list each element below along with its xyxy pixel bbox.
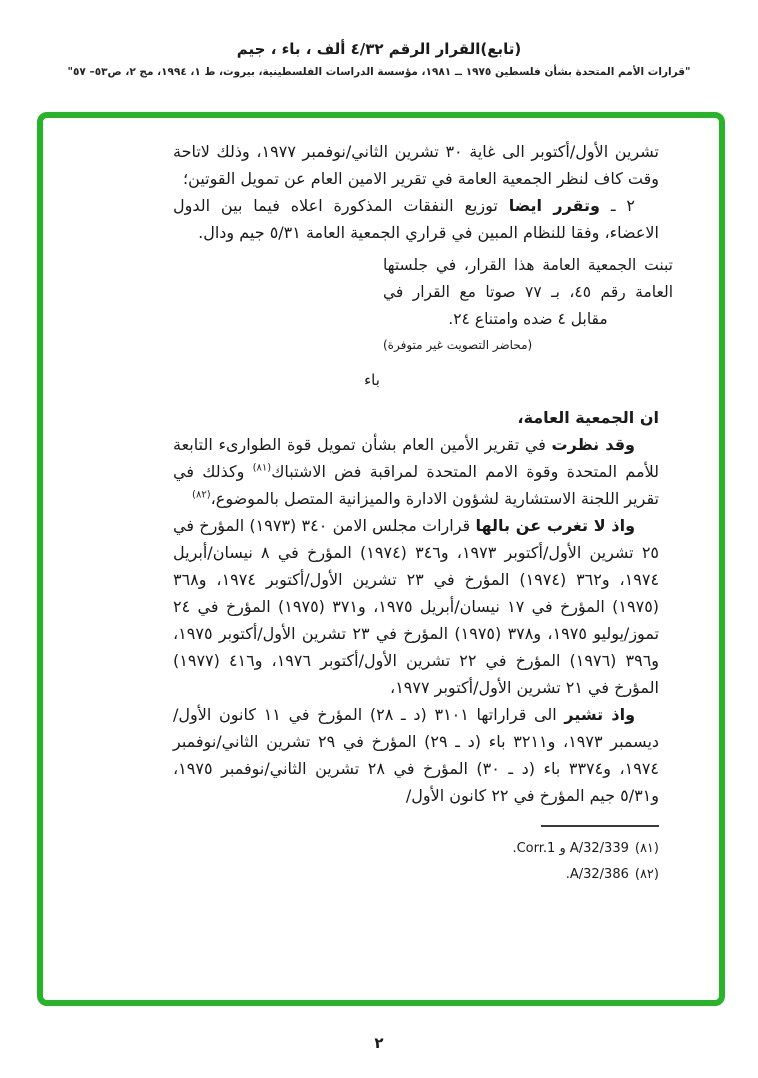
footnote-separator-rule [541, 825, 659, 827]
adoption-note-text: تبنت الجمعية العامة هذا القرار، في جلستها العامة رقم ٤٥، بـ ٧٧ صوتا مع القرار في مقابل ٤ ضده وامتناع ٢٤. [383, 256, 673, 328]
preamble-opening: ان الجمعية العامة، [517, 408, 659, 427]
considered-lead: وقد نظرت [551, 435, 635, 454]
considered-body-2: وكذلك في تقرير اللجنة الاستشارية لشؤون الادارة والميزانية المتصل بالموضوع، [173, 462, 659, 508]
page-header [0, 40, 758, 78]
footnote-82-marker: (٨٢) [634, 867, 659, 882]
footnote-81-text: ‪A/32/339‬ و ‪Corr.1‬. [512, 841, 629, 856]
footnote-81 [173, 836, 659, 862]
recalling-lead: واذ تشير [564, 705, 636, 724]
mindful-body: قرارات مجلس الامن ٣٤٠ (١٩٧٣) المؤرخ في ٢٥ تشرين الأول/أكتوبر ١٩٧٣، و٣٤٦ (١٩٧٤) المؤرخ في ٨ نيسان/أبريل ١٩٧٤، و٣٦٢ (١٩٧٤) المؤرخ في ٢٣ تشرين الأول/أكتوبر ١٩٧٤، و٣٦٨ (١٩٧٥) المؤرخ في ١٧ نيسان/أبريل ١٩٧٥، و٣٧١ (١٩٧٥) المؤرخ في ٢٤ تموز/يوليو ١٩٧٥، و٣٧٨ (١٩٧٥) المؤرخ في ٢٣ تشرين الأول/أكتوبر ١٩٧٥، و٣٩٦ (١٩٧٦) المؤرخ في ٢٢ تشرين الأول/أكتوبر ١٩٧٦، و٤١٦ (١٩٧٧) المؤرخ في ٢١ تشرين الأول/أكتوبر ١٩٧٧، [173, 516, 660, 697]
footnote-ref-82: (٨٢) [192, 489, 211, 501]
paragraph-number: ٢ ـ [600, 196, 636, 215]
operative-paragraph-2 [173, 192, 659, 246]
preamble-paragraph-mindful [173, 512, 659, 701]
paragraph-2-body: توزيع النفقات المذكورة اعلاه فيما بين الدول الاعضاء، وفقا للنظام المبين في قراري الجمعية العامة ٥/٣١ جيم ودال. [173, 196, 659, 242]
preamble-paragraph-recalling [173, 701, 659, 809]
highlight-frame [37, 112, 725, 1006]
preamble-paragraph-considered [173, 431, 659, 512]
voting-records-note: (محاضر التصويت غير متوفرة) [383, 338, 533, 352]
resolution-title: (تابع)القرار الرقم ٤/٣٢ ألف ، باء ، جيم [236, 40, 522, 58]
footnote-82-text: ‪A/32/386‬. [565, 867, 629, 882]
section-heading-baa: باء [364, 371, 380, 389]
paragraph-2-lead: وتقرر ايضا [508, 196, 600, 215]
continuation-paragraph: تشرين الأول/أكتوبر الى غاية ٣٠ تشرين الثاني/نوفمبر ١٩٧٧، وذلك لاتاحة وقت كاف لنظر الجمعية العامة في تقرير الامين العام عن تمويل القوتين؛ [173, 142, 659, 188]
resolution-text-column [173, 138, 673, 888]
footnote-82 [173, 862, 659, 888]
source-citation: "قرارات الأمم المتحدة بشأن فلسطين ١٩٧٥ ــ ١٩٨١، مؤسسة الدراسات الفلسطينية، بيروت، ط ١، ١٩٩٤، مج ٢، ص٥٣– ٥٧" [67, 66, 691, 78]
page-number: ٢ [374, 1034, 384, 1052]
footnote-ref-81: (٨١) [252, 462, 272, 474]
footnotes-section [173, 825, 659, 888]
considered-body-1: في تقرير الأمين العام بشأن تمويل قوة الطوارىء التابعة للأمم المتحدة وقوة الامم المتحدة لمراقبة فض الاشتباك [173, 435, 659, 481]
recalling-body: الى قراراتها ٣١٠١ (د ـ ٢٨) المؤرخ في ١١ كانون الأول/ديسمبر ١٩٧٣، و٣٢١١ باء (د ـ ٢٩) المؤرخ في ٢٩ تشرين الثاني/نوفمبر ١٩٧٤، و٣٣٧٤ باء (د ـ ٣٠) المؤرخ في ٢٨ تشرين الثاني/نوفمبر ١٩٧٥، و٥/٣١ جيم المؤرخ في ٢٢ كانون الأول/ [173, 705, 660, 805]
footnote-81-marker: (٨١) [634, 841, 659, 856]
adoption-note [383, 252, 673, 355]
mindful-lead: واذ لا تغرب عن بالها [475, 516, 636, 535]
